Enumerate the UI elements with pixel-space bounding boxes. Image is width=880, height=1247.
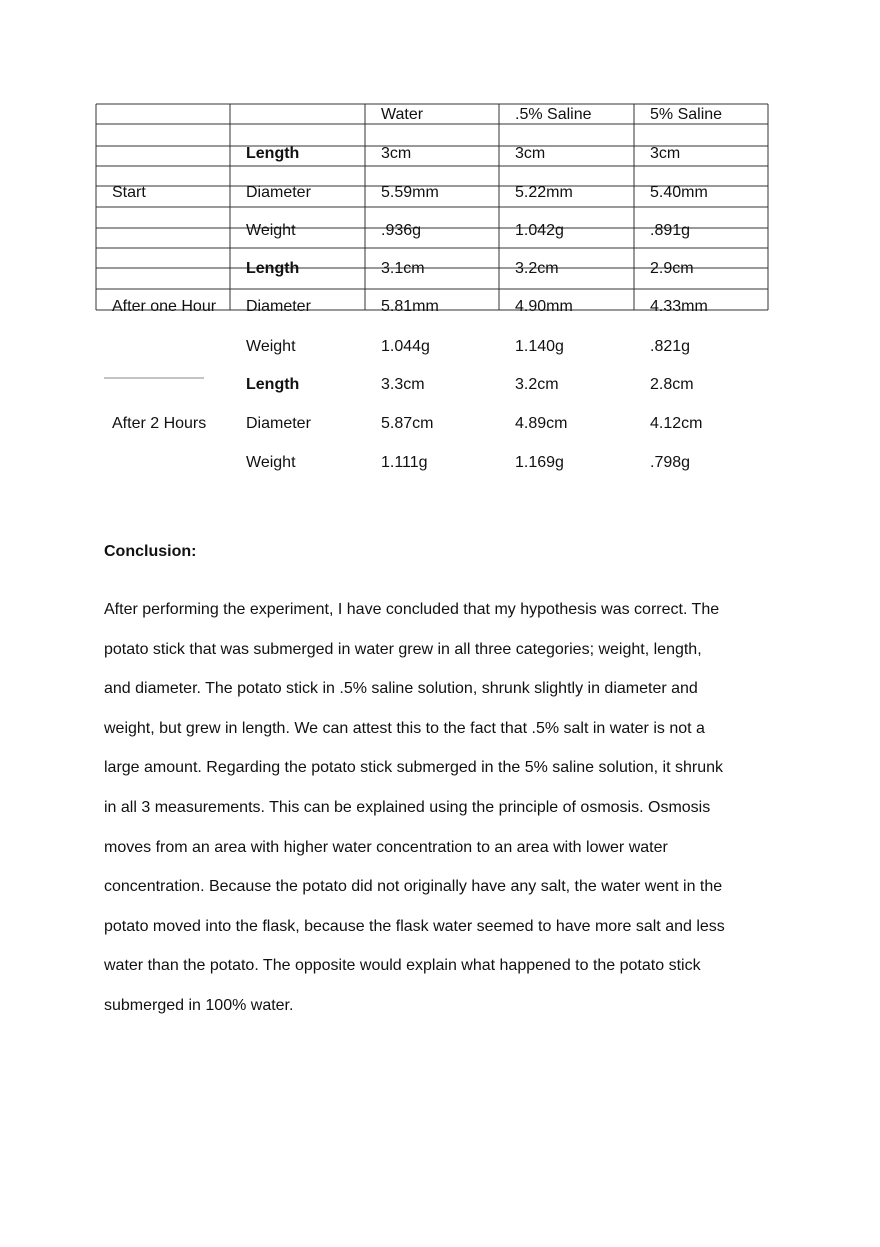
- measure-label: Diameter: [246, 184, 311, 201]
- table-cell: .936g: [381, 222, 422, 239]
- table-cell: 3cm: [381, 145, 412, 162]
- column-header-half-percent-saline: .5% Saline: [515, 106, 592, 123]
- table-cell: 2.9cm: [650, 260, 694, 277]
- group-label-start: Start: [112, 184, 146, 201]
- paragraph-line: moves from an area with higher water concentration to an area with lower water: [104, 838, 668, 856]
- paragraph-line: potato stick that was submerged in water grew in all three categories; weight, length,: [104, 640, 702, 658]
- table-cell: 1.140g: [515, 338, 564, 355]
- table-cell: 3.1cm: [381, 260, 425, 277]
- table-cell: 3.3cm: [381, 376, 425, 393]
- table-cell: 3.2cm: [515, 260, 559, 277]
- measure-label: Weight: [246, 454, 296, 471]
- table-cell: 2.8cm: [650, 376, 694, 393]
- paragraph-line: in all 3 measurements. This can be explained using the principle of osmosis. Osmosis: [104, 798, 711, 816]
- measure-label: Diameter: [246, 298, 311, 315]
- table-cell: 5.87cm: [381, 415, 434, 432]
- paragraph-line: potato moved into the flask, because the flask water seemed to have more salt and less: [104, 917, 725, 935]
- column-header-water: Water: [381, 106, 424, 123]
- table-cell: 4.89cm: [515, 415, 568, 432]
- table-cell: .891g: [650, 222, 691, 239]
- measure-label: Length: [246, 376, 300, 393]
- measure-label: Length: [246, 145, 300, 162]
- measure-label: Weight: [246, 338, 296, 355]
- conclusion-paragraph: [104, 590, 794, 1026]
- table-cell: .821g: [650, 338, 691, 355]
- table-cell: 5.81mm: [381, 298, 439, 315]
- table-cell: 1.044g: [381, 338, 430, 355]
- paragraph-line: and diameter. The potato stick in .5% saline solution, shrunk slightly in diameter and: [104, 680, 698, 698]
- table-cell: 3cm: [515, 145, 546, 162]
- paragraph-line: large amount. Regarding the potato stick submerged in the 5% saline solution, it shrunk: [104, 759, 724, 777]
- table-cell: 1.042g: [515, 222, 564, 239]
- table-cell: .798g: [650, 454, 691, 471]
- table-cell: 3.2cm: [515, 376, 559, 393]
- table-cell: 3cm: [650, 145, 681, 162]
- table-cell: 1.169g: [515, 454, 564, 471]
- table-cell: 5.59mm: [381, 184, 439, 201]
- measure-label: Weight: [246, 222, 296, 239]
- group-label-after-one-hour: After one Hour: [112, 298, 217, 315]
- paragraph-line: water than the potato. The opposite would explain what happened to the potato stick: [104, 957, 701, 975]
- paragraph-line: submerged in 100% water.: [104, 996, 294, 1014]
- table-cell: 5.40mm: [650, 184, 708, 201]
- conclusion-heading: Conclusion:: [104, 543, 197, 560]
- measure-label: Diameter: [246, 415, 311, 432]
- table-cell: 4.33mm: [650, 298, 708, 315]
- table-cell: 5.22mm: [515, 184, 573, 201]
- paragraph-line: concentration. Because the potato did not originally have any salt, the water went in the: [104, 878, 723, 896]
- measure-label: Length: [246, 260, 300, 277]
- table-cell: 4.90mm: [515, 298, 573, 315]
- column-header-five-percent-saline: 5% Saline: [650, 106, 723, 123]
- group-label-after-two-hours: After 2 Hours: [112, 415, 207, 432]
- paragraph-line: weight, but grew in length. We can attest this to the fact that .5% salt in water is not a: [104, 719, 705, 737]
- table-cell: 1.111g: [381, 454, 428, 471]
- paragraph-line: After performing the experiment, I have concluded that my hypothesis was correct. The: [104, 601, 720, 618]
- table-cell: 4.12cm: [650, 415, 703, 432]
